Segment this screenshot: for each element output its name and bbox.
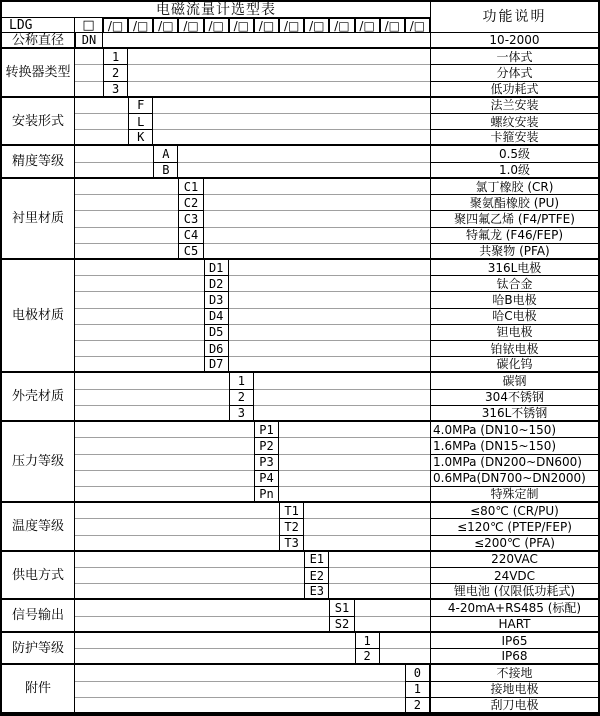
spacer-right-5-1 <box>229 276 430 292</box>
code-3-0: A <box>153 146 178 162</box>
category-label-9: 供电方式 <box>2 552 75 601</box>
code-6-2: 3 <box>229 406 254 422</box>
function-desc-5-3: 哈C电极 <box>430 309 598 325</box>
code-9-1: E2 <box>304 568 329 584</box>
function-desc-5-0: 316L电极 <box>430 260 598 276</box>
spacer-right-11-1 <box>380 649 430 665</box>
spacer-left-6-2 <box>75 406 229 422</box>
category-label-11: 防护等级 <box>2 633 75 665</box>
spacer-right-6-2 <box>254 406 430 422</box>
code-7-3: P4 <box>254 471 279 487</box>
function-desc-2-0: 法兰安装 <box>430 98 598 114</box>
function-desc-2-1: 螺纹安装 <box>430 114 598 130</box>
code-2-2: K <box>128 130 153 146</box>
code-9-0: E1 <box>304 552 329 568</box>
code-11-0: 1 <box>355 633 380 649</box>
function-desc-3-0: 0.5级 <box>430 146 598 162</box>
spacer-right-5-3 <box>229 309 430 325</box>
function-desc-8-2: ≤200℃ (PFA) <box>430 536 598 552</box>
model-slot-1: /□ <box>103 18 128 33</box>
function-desc-7-3: 0.6MPa(DN700~DN2000) <box>430 471 598 487</box>
spacer-left-5-6 <box>75 357 204 373</box>
model-slot-7: /□ <box>254 18 279 33</box>
spacer-right-7-3 <box>279 471 430 487</box>
spacer-right-2-2 <box>153 130 430 146</box>
code-5-5: D6 <box>204 341 229 357</box>
spacer-left-9-2 <box>75 584 304 600</box>
category-label-12: 附件 <box>2 665 75 714</box>
spacer-right-5-4 <box>229 325 430 341</box>
code-2-0: F <box>128 98 153 114</box>
category-label-0: 公称直径 <box>2 33 75 49</box>
model-slot-3: /□ <box>153 18 178 33</box>
spacer-right-5-5 <box>229 341 430 357</box>
spacer-right-2-1 <box>153 114 430 130</box>
category-label-10: 信号输出 <box>2 600 75 632</box>
model-base-box: □ <box>75 18 103 33</box>
spacer-left-1-1 <box>75 65 103 81</box>
code-4-2: C3 <box>178 211 203 227</box>
model-slot-12: /□ <box>380 18 405 33</box>
code-8-0: T1 <box>279 503 304 519</box>
spacer-right-8-2 <box>304 536 430 552</box>
function-desc-7-1: 1.6MPa (DN15~150) <box>430 438 598 454</box>
function-desc-5-5: 铂铱电极 <box>430 341 598 357</box>
spacer-left-1-2 <box>75 82 103 98</box>
spacer-left-5-2 <box>75 292 204 308</box>
code-10-0: S1 <box>329 600 354 616</box>
category-label-1: 转换器类型 <box>2 49 75 98</box>
function-desc-1-0: 一体式 <box>430 49 598 65</box>
function-desc-2-2: 卡箍安装 <box>430 130 598 146</box>
code-8-2: T3 <box>279 536 304 552</box>
spacer-right-10-0 <box>355 600 430 616</box>
function-desc-11-0: IP65 <box>430 633 598 649</box>
function-desc-6-1: 304不锈钢 <box>430 390 598 406</box>
spacer-left-9-1 <box>75 568 304 584</box>
spacer-right-2-0 <box>153 98 430 114</box>
spacer-right-3-0 <box>178 146 430 162</box>
spacer-left-4-3 <box>75 228 178 244</box>
spacer-right-6-0 <box>254 373 430 389</box>
code-7-4: Pn <box>254 487 279 503</box>
function-desc-4-4: 共聚物 (PFA) <box>430 244 598 260</box>
code-7-2: P3 <box>254 455 279 471</box>
spacer-right-8-1 <box>304 519 430 535</box>
code-4-0: C1 <box>178 179 203 195</box>
model-slot-10: /□ <box>329 18 354 33</box>
function-desc-3-1: 1.0级 <box>430 163 598 179</box>
spacer-left-11-0 <box>75 633 355 649</box>
spacer-left-8-1 <box>75 519 279 535</box>
spacer-right-5-2 <box>229 292 430 308</box>
spacer-right-11-0 <box>380 633 430 649</box>
code-11-1: 2 <box>355 649 380 665</box>
function-desc-12-2: 刮刀电极 <box>430 698 598 714</box>
spacer-right-4-3 <box>204 228 430 244</box>
category-label-4: 衬里材质 <box>2 179 75 260</box>
spacer-left-12-2 <box>75 698 405 714</box>
code-8-1: T2 <box>279 519 304 535</box>
category-label-3: 精度等级 <box>2 146 75 178</box>
code-4-1: C2 <box>178 195 203 211</box>
code-5-3: D4 <box>204 309 229 325</box>
model-slot-11: /□ <box>355 18 380 33</box>
function-desc-12-1: 接地电极 <box>430 682 598 698</box>
function-desc-7-2: 1.0MPa (DN200~DN600) <box>430 455 598 471</box>
function-desc-8-0: ≤80℃ (CR/PU) <box>430 503 598 519</box>
spacer-right-6-1 <box>254 390 430 406</box>
function-desc-5-4: 钽电极 <box>430 325 598 341</box>
spacer-right-10-1 <box>355 617 430 633</box>
spacer-left-7-4 <box>75 487 254 503</box>
spacer-left-6-0 <box>75 373 229 389</box>
code-12-1: 1 <box>405 682 430 698</box>
spacer-left-2-0 <box>75 98 128 114</box>
function-desc-10-0: 4-20mA+RS485 (标配) <box>430 600 598 616</box>
code-6-0: 1 <box>229 373 254 389</box>
spacer-left-3-1 <box>75 163 153 179</box>
function-desc-11-1: IP68 <box>430 649 598 665</box>
category-label-6: 外壳材质 <box>2 373 75 422</box>
code-7-1: P2 <box>254 438 279 454</box>
spacer-left-9-0 <box>75 552 304 568</box>
spacer-right-7-0 <box>279 422 430 438</box>
code-5-2: D3 <box>204 292 229 308</box>
function-desc-1-2: 低功耗式 <box>430 82 598 98</box>
function-desc-7-0: 4.0MPa (DN10~150) <box>430 422 598 438</box>
code-1-2: 3 <box>103 82 128 98</box>
spacer-left-2-2 <box>75 130 128 146</box>
code-6-1: 2 <box>229 390 254 406</box>
spacer-left-10-0 <box>75 600 329 616</box>
spacer-right-7-2 <box>279 455 430 471</box>
model-prefix: LDG <box>2 18 75 33</box>
spacer-right-4-1 <box>204 195 430 211</box>
spacer-right-1-1 <box>128 65 430 81</box>
model-slot-9: /□ <box>304 18 329 33</box>
function-desc-5-2: 哈B电极 <box>430 292 598 308</box>
category-label-7: 压力等级 <box>2 422 75 503</box>
spacer-right-3-1 <box>178 163 430 179</box>
code-4-3: C4 <box>178 228 203 244</box>
spacer-right-5-0 <box>229 260 430 276</box>
spacer-right-8-0 <box>304 503 430 519</box>
function-desc-7-4: 特殊定制 <box>430 487 598 503</box>
function-desc-10-1: HART <box>430 617 598 633</box>
function-desc-6-0: 碳钢 <box>430 373 598 389</box>
spacer-right-9-1 <box>329 568 430 584</box>
code-9-2: E3 <box>304 584 329 600</box>
code-5-0: D1 <box>204 260 229 276</box>
function-desc-0-0: 10-2000 <box>430 33 598 49</box>
model-slot-13: /□ <box>405 18 430 33</box>
category-label-2: 安装形式 <box>2 98 75 147</box>
spacer-left-8-2 <box>75 536 279 552</box>
function-desc-4-1: 聚氨酯橡胶 (PU) <box>430 195 598 211</box>
table-title: 电磁流量计选型表 <box>2 2 430 18</box>
spacer-left-4-2 <box>75 211 178 227</box>
spacer-left-1-0 <box>75 49 103 65</box>
code-5-4: D5 <box>204 325 229 341</box>
code-2-1: L <box>128 114 153 130</box>
function-desc-4-2: 聚四氟乙烯 (F4/PTFE) <box>430 211 598 227</box>
function-desc-5-6: 碳化钨 <box>430 357 598 373</box>
code-1-1: 2 <box>103 65 128 81</box>
spacer-left-7-3 <box>75 471 254 487</box>
code-10-1: S2 <box>329 617 354 633</box>
spacer-right-9-2 <box>329 584 430 600</box>
spacer-left-7-2 <box>75 455 254 471</box>
function-desc-6-2: 316L不锈钢 <box>430 406 598 422</box>
spacer-left-7-1 <box>75 438 254 454</box>
spacer-right-9-0 <box>329 552 430 568</box>
spacer-left-10-1 <box>75 617 329 633</box>
function-desc-9-0: 220VAC <box>430 552 598 568</box>
spacer-right-5-6 <box>229 357 430 373</box>
function-desc-9-2: 锂电池 (仅限低功耗式) <box>430 584 598 600</box>
spacer-right-4-4 <box>204 244 430 260</box>
spacer-left-4-0 <box>75 179 178 195</box>
model-slot-2: /□ <box>128 18 153 33</box>
code-12-0: 0 <box>405 665 430 681</box>
spacer-left-5-3 <box>75 309 204 325</box>
spacer-left-5-4 <box>75 325 204 341</box>
function-desc-1-1: 分体式 <box>430 65 598 81</box>
code-4-4: C5 <box>178 244 203 260</box>
code-5-6: D7 <box>204 357 229 373</box>
code-5-1: D2 <box>204 276 229 292</box>
spacer-left-11-1 <box>75 649 355 665</box>
spacer-right-0-0 <box>103 33 430 49</box>
function-desc-9-1: 24VDC <box>430 568 598 584</box>
code-7-0: P1 <box>254 422 279 438</box>
category-label-8: 温度等级 <box>2 503 75 552</box>
model-slot-6: /□ <box>229 18 254 33</box>
function-desc-12-0: 不接地 <box>430 665 598 681</box>
function-desc-5-1: 钛合金 <box>430 276 598 292</box>
model-slot-4: /□ <box>178 18 203 33</box>
function-column-header: 功能说明 <box>430 2 598 33</box>
spacer-left-5-0 <box>75 260 204 276</box>
model-slot-5: /□ <box>204 18 229 33</box>
spacer-left-12-1 <box>75 682 405 698</box>
spacer-left-3-0 <box>75 146 153 162</box>
spacer-right-1-0 <box>128 49 430 65</box>
spacer-right-4-2 <box>204 211 430 227</box>
spacer-right-4-0 <box>204 179 430 195</box>
model-slot-8: /□ <box>279 18 304 33</box>
spacer-left-7-0 <box>75 422 254 438</box>
function-desc-4-0: 氯丁橡胶 (CR) <box>430 179 598 195</box>
function-desc-8-1: ≤120℃ (PTEP/FEP) <box>430 519 598 535</box>
code-3-1: B <box>153 163 178 179</box>
code-0-0: DN <box>75 33 103 49</box>
spacer-left-6-1 <box>75 390 229 406</box>
spacer-left-5-5 <box>75 341 204 357</box>
spacer-left-5-1 <box>75 276 204 292</box>
code-1-0: 1 <box>103 49 128 65</box>
spacer-right-1-2 <box>128 82 430 98</box>
spacer-left-4-4 <box>75 244 178 260</box>
category-label-5: 电极材质 <box>2 260 75 374</box>
code-12-2: 2 <box>405 698 430 714</box>
spacer-left-2-1 <box>75 114 128 130</box>
spacer-right-7-1 <box>279 438 430 454</box>
spacer-left-12-0 <box>75 665 405 681</box>
spacer-right-7-4 <box>279 487 430 503</box>
spacer-left-8-0 <box>75 503 279 519</box>
spacer-left-4-1 <box>75 195 178 211</box>
function-desc-4-3: 特氟龙 (F46/FEP) <box>430 228 598 244</box>
